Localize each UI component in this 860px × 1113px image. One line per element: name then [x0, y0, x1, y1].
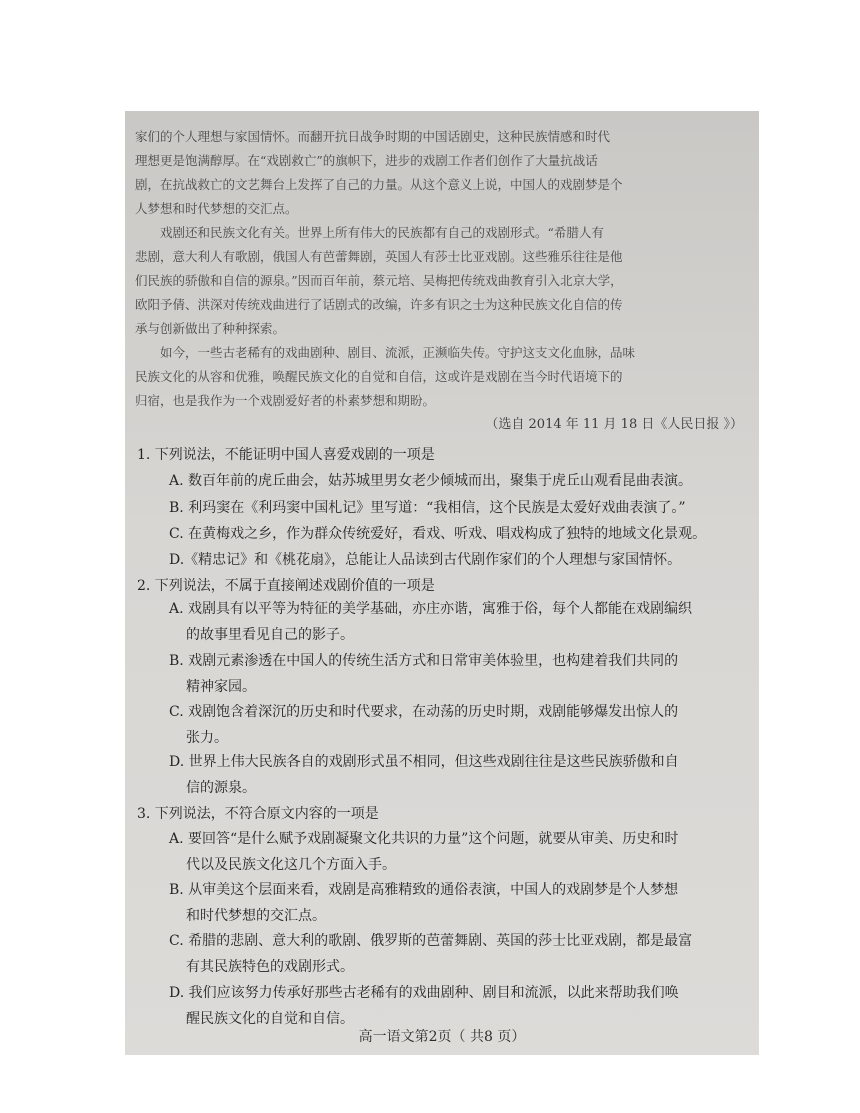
passage-line: 剧，在抗战救亡的文艺舞台上发挥了自己的力量。从这个意义上说，中国人的戏剧梦是个 — [135, 177, 623, 192]
answer-option-continuation: 有其民族特色的戏剧形式。 — [186, 959, 354, 975]
answer-option[interactable]: C. 在黄梅戏之乡，作为群众传统爱好，看戏、听戏、唱戏构成了独特的地域文化景观。 — [169, 526, 707, 542]
answer-option-continuation: 的故事里看见自己的影子。 — [186, 627, 354, 643]
answer-option[interactable]: B. 戏剧元素渗透在中国人的传统生活方式和日常审美体验里，也构建着我们共同的 — [169, 653, 679, 669]
answer-option-continuation: 代以及民族文化这几个方面入手。 — [186, 857, 396, 873]
passage-line: 欧阳予倩、洪深对传统戏曲进行了话剧式的改编，许多有识之士为这种民族文化自信的传 — [135, 297, 623, 312]
passage-line: 人梦想和时代梦想的交汇点。 — [135, 201, 298, 216]
passage-line: 归宿，也是我作为一个戏剧爱好者的朴素梦想和期盼。 — [135, 393, 436, 408]
question-stem: 3. 下列说法，不符合原文内容的一项是 — [137, 806, 379, 822]
answer-option[interactable]: A. 数百年前的虎丘曲会，姑苏城里男女老少倾城而出，聚集于虎丘山观看昆曲表演。 — [169, 473, 693, 489]
reading-passage — [135, 125, 743, 413]
answer-option[interactable]: A. 戏剧具有以平等为特征的美学基础，亦庄亦谐，寓雅于俗，每个人都能在戏剧编织 — [169, 601, 693, 617]
passage-line: 家们的个人理想与家国情怀。而翻开抗日战争时期的中国话剧史，这种民族情感和时代 — [135, 129, 611, 144]
answer-option[interactable]: D. 世界上伟大民族各自的戏剧形式虽不相同，但这些戏剧往往是这些民族骄傲和自 — [169, 754, 679, 770]
answer-option-continuation: 信的源泉。 — [186, 780, 256, 796]
answer-option[interactable]: B. 从审美这个层面来看，戏剧是高雅精致的通俗表演，中国人的戏剧梦是个人梦想 — [169, 882, 679, 898]
passage-line: 戏剧还和民族文化有关。世界上所有伟大的民族都有自己的戏剧形式。“希腊人有 — [135, 225, 604, 240]
page-footer: 高一语文第2页（ 共8 页） — [358, 1029, 526, 1045]
answer-option-continuation: 张力。 — [186, 730, 228, 746]
passage-line: 承与创新做出了种种探索。 — [135, 321, 286, 336]
answer-option[interactable]: A. 要回答“是什么赋予戏剧凝聚文化共识的力量”这个问题，就要从审美、历史和时 — [169, 831, 679, 847]
passage-line: 们民族的骄傲和自信的源泉。”因而百年前，蔡元培、吴梅把传统戏曲教育引入北京大学， — [135, 273, 623, 288]
passage-line: 如今，一些古老稀有的戏曲剧种、剧目、流派，正濒临失传。守护这支文化血脉，品味 — [135, 345, 636, 360]
answer-option-continuation: 精神家园。 — [186, 679, 256, 695]
source-citation: （选自 2014 年 11 月 18 日《人民日报 》） — [485, 417, 743, 432]
exam-page — [125, 111, 759, 1055]
passage-line: 民族文化的从容和优雅，唤醒民族文化的自觉和自信，这或许是戏剧在当今时代语境下的 — [135, 369, 623, 384]
answer-option[interactable]: C. 希腊的悲剧、意大利的歌剧、俄罗斯的芭蕾舞剧、英国的莎士比亚戏剧，都是最富 — [169, 933, 693, 949]
question-stem: 1. 下列说法，不能证明中国人喜爱戏剧的一项是 — [137, 447, 435, 463]
answer-option[interactable]: D. 我们应该努力传承好那些古老稀有的戏曲剧种、剧目和流派，以此来帮助我们唤 — [169, 985, 679, 1001]
answer-option-continuation: 和时代梦想的交汇点。 — [186, 908, 326, 924]
answer-option[interactable]: B. 利玛窦在《利玛窦中国札记》里写道：“我相信，这个民族是太爱好戏曲表演了。” — [169, 500, 686, 516]
answer-option-continuation: 醒民族文化的自觉和自信。 — [186, 1011, 354, 1027]
answer-option[interactable]: D.《精忠记》和《桃花扇》，总能让人品读到古代剧作家们的个人理想与家国情怀。 — [169, 552, 682, 568]
answer-option[interactable]: C. 戏剧饱含着深沉的历史和时代要求，在动荡的历史时期，戏剧能够爆发出惊人的 — [169, 704, 679, 720]
passage-line: 悲剧，意大利人有歌剧，俄国人有芭蕾舞剧，英国人有莎士比亚戏剧。这些雅乐往往是他 — [135, 249, 623, 264]
question-stem: 2. 下列说法，不属于直接阐述戏剧价值的一项是 — [137, 578, 435, 594]
passage-line: 理想更是饱满醇厚。在“戏剧救亡”的旗帜下，进步的戏剧工作者们创作了大量抗战话 — [135, 153, 598, 168]
